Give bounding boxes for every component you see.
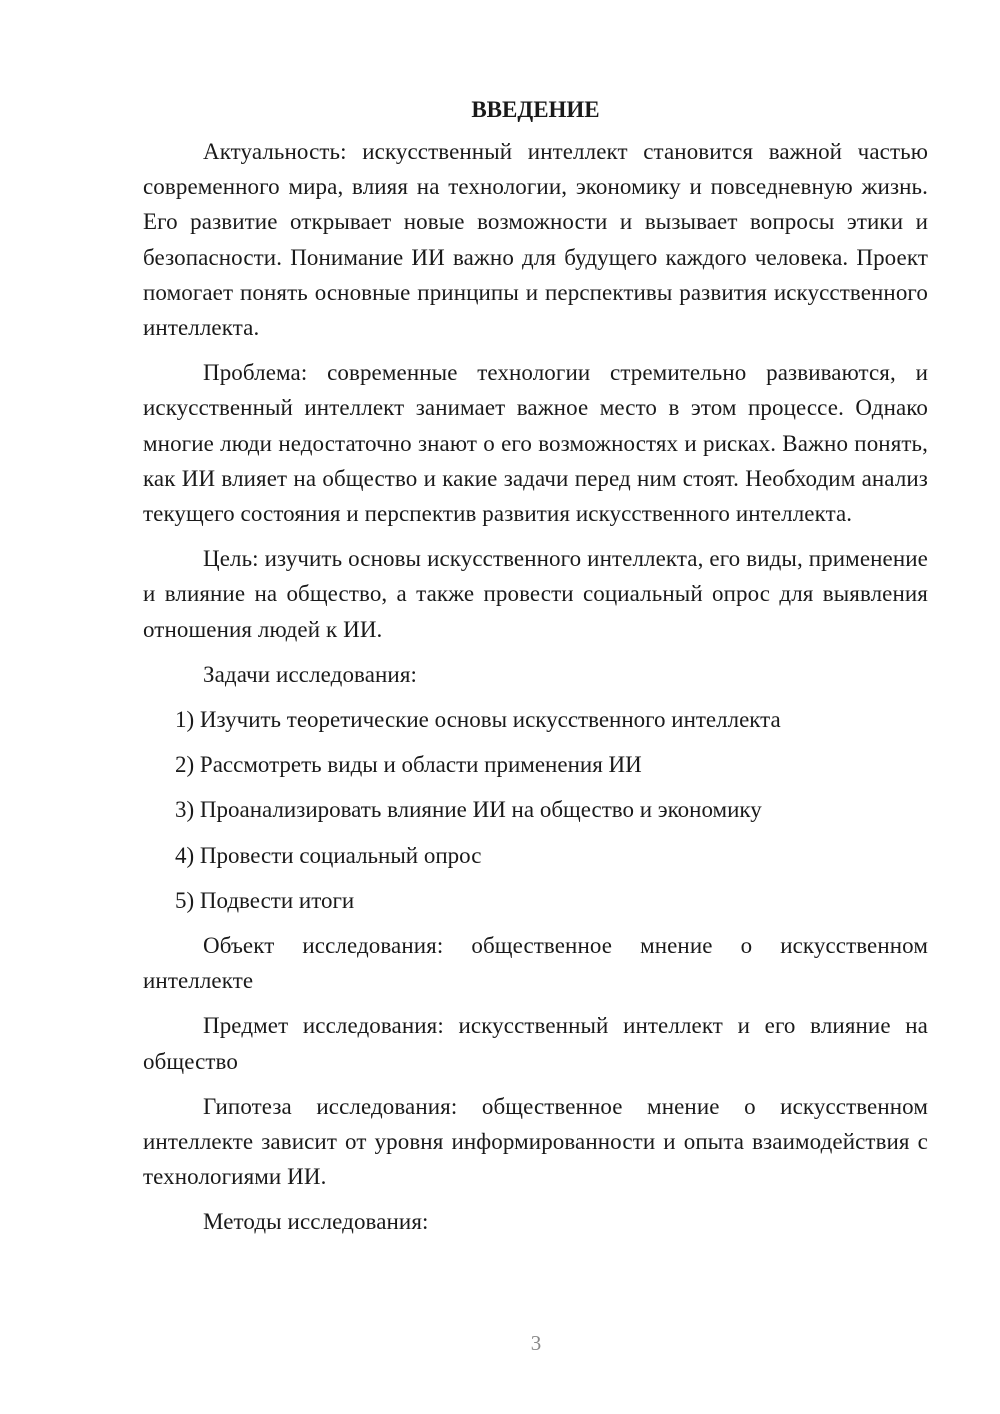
paragraph-goal: Цель: изучить основы искусственного интеллекта, его виды, применение и влияние на общество, а также провести социальный опрос для выявления отношения людей к ИИ. xyxy=(143,546,928,642)
paragraph-tasks-title: Задачи исследования: xyxy=(203,661,418,687)
paragraph-problem: Проблема: современные технологии стремительно развиваются, и искусственный интеллект занимает важное место в этом процессе. Однако многие люди недостаточно знают о его возможностях и рисках. Важно понять, как ИИ влияет на общество и какие задачи перед ним стоят. Необходим анализ текущего состояния и перспектив развития искусственного интеллекта. xyxy=(143,360,928,527)
document-page xyxy=(143,92,928,1250)
page-number: 3 xyxy=(530,1331,542,1355)
list-item: 4) Провести социальный опрос xyxy=(175,842,482,868)
list-item: 5) Подвести итоги xyxy=(175,887,355,913)
paragraph-methods-title: Методы исследования: xyxy=(203,1209,429,1235)
paragraph-relevance: Актуальность: искусственный интеллект становится важной частью современного мира, влияя на технологии, экономику и повседневную жизнь. Его развитие открывает новые возможности и вызывает вопросы этики и безопасности. Понимание ИИ важно для будущего каждого человека. Проект помогает понять основные принципы и перспективы развития искусственного интеллекта. xyxy=(143,139,928,341)
section-heading: ВВЕДЕНИЕ xyxy=(471,97,600,122)
list-item: 1) Изучить теоретические основы искусственного интеллекта xyxy=(175,707,781,733)
paragraph-subject: Предмет исследования: искусственный интеллект и его влияние на общество xyxy=(143,1013,928,1074)
list-item: 3) Проанализировать влияние ИИ на общество и экономику xyxy=(175,797,762,823)
paragraph-hypothesis: Гипотеза исследования: общественное мнение о искусственном интеллекте зависит от уровня информированности и опыта взаимодействия с технологиями ИИ. xyxy=(143,1093,928,1190)
list-item: 2) Рассмотреть виды и области применения ИИ xyxy=(175,752,642,778)
tasks-list xyxy=(143,702,928,918)
paragraph-object: Объект исследования: общественное мнение о искусственном интеллекте xyxy=(143,933,928,994)
